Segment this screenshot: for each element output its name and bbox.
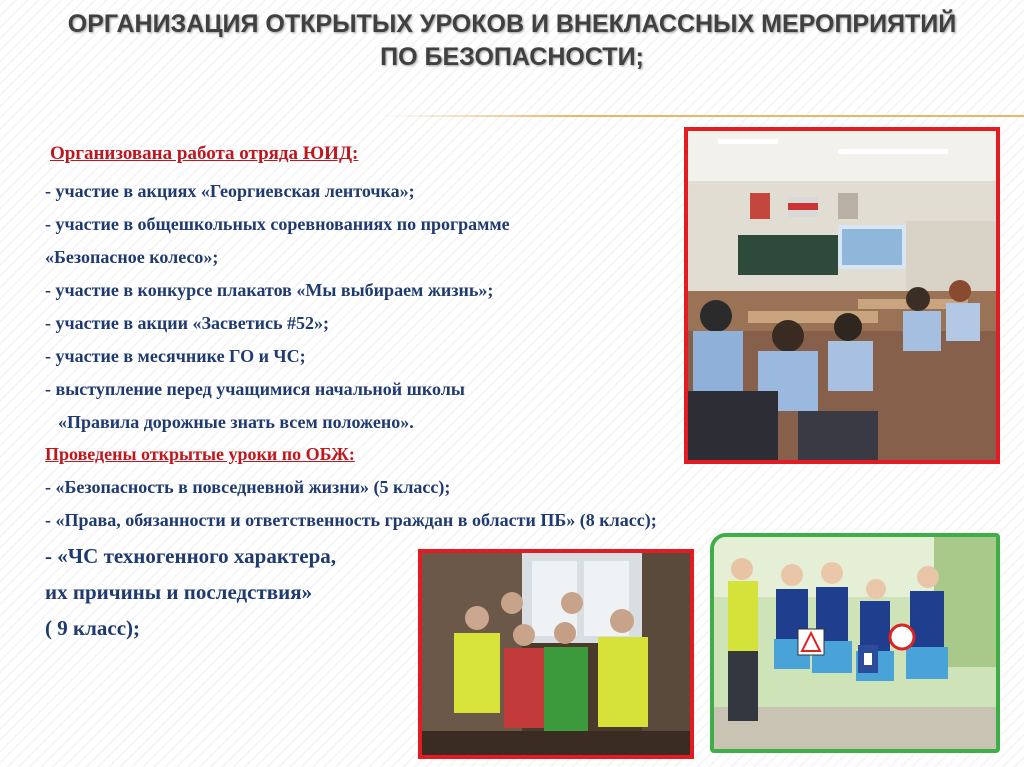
yid-squad-photo	[710, 533, 1000, 753]
section1-item-4: - участие в конкурсе плакатов «Мы выбираем жизнь»;	[45, 280, 494, 300]
classroom-photo	[684, 127, 1000, 464]
section2-item-5: ( 9 класс);	[45, 616, 141, 640]
section1-heading: Организована работа отряда ЮИД:	[50, 143, 359, 164]
section2-item-1: - «Безопасность в повседневной жизни» (5 класс);	[45, 477, 451, 497]
section2-heading: Проведены открытые уроки по ОБЖ:	[45, 444, 355, 464]
section1-item-6: - участие в месячнике ГО и ЧС;	[45, 346, 306, 366]
section1-item-7: - выступление перед учащимися начальной школы	[45, 379, 465, 399]
slide-title-line1: ОРГАНИЗАЦИЯ ОТКРЫТЫХ УРОКОВ И ВНЕКЛАССНЫХ МЕРОПРИЯТИЙ	[67, 10, 957, 38]
section1-item-3: «Безопасное колесо»;	[45, 247, 219, 267]
section1-item-1: - участие в акциях «Георгиевская ленточка»;	[45, 181, 415, 201]
safety-vests-photo	[418, 549, 694, 759]
slide-title-line2: ПО БЕЗОПАСНОСТИ;	[380, 43, 644, 71]
section1-item-2: - участие в общешкольных соревнованиях по программе	[45, 214, 510, 234]
section2-item-2: - «Права, обязанности и ответственность граждан в области ПБ» (8 класс);	[45, 510, 657, 530]
section2-item-3: - «ЧС техногенного характера,	[45, 544, 336, 568]
section1-item-8: «Правила дорожные знать всем положено».	[58, 412, 414, 432]
section1-item-5: - участие в акции «Засветись #52»;	[45, 313, 329, 333]
title-divider	[380, 115, 1024, 117]
slide-title	[20, 8, 1004, 74]
section2-item-4: их причины и последствия»	[45, 580, 313, 604]
